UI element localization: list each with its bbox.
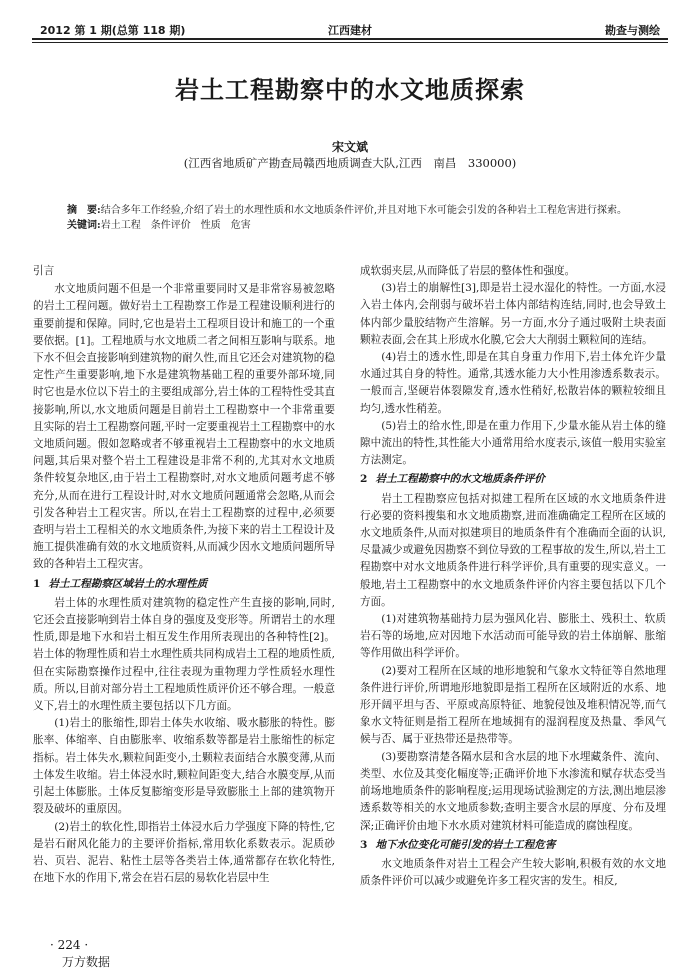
body-paragraph: (2)要对工程所在区域的地形地貌和气象水文特征等自然地理条件进行评价,所谓地形地貌即是指工程所在区域附近的水系、地形开阔平坦与否、平原或高原特征、地貌侵蚀及堆积情况等,而气象水文特征则是指工程所在地域拥有的湿润程度及热量、季风气候与否、属于亚热带还是热带等。 xyxy=(360,664,666,746)
body-paragraph: (3)要勘察清楚各隔水层和含水层的地下水埋藏条件、流向、类型、水位及其变化幅度等;正确评价地下水渗流和赋存状态受当前场地地质条件的影响程度;运用现场试验测定的方法,测出地层渗透系数等相关的水文地质参数;查明主要含水层的厚度、分布及埋深;正确评价由地下水水质对建筑材料可能造成的腐蚀程度。 xyxy=(360,750,666,832)
body-paragraph: (4)岩土的透水性,即是在其自身重力作用下,岩土体允许少量水通过其自身的特性。通常,其透水能力大小性用渗透系数表示。一般而言,坚硬岩体裂隙发育,透水性稍好,松散岩体的颗粒较细且均匀,透水性稍差。 xyxy=(360,351,666,415)
abstract-text: 结合多年工作经验,介绍了岩土的水理性质和水文地质条件评价,并且对地下水可能会引发的各种岩土工程危害进行探索。 xyxy=(100,205,628,216)
body-paragraph: 岩土工程勘察应包括对拟建工程所在区域的水文地质条件进行必要的资料搜集和水文地质勘察,进而准确确定工程所在区域的水文地质条件,从而对拟建项目的地质条件有个准确而全面的认识,尽量减少或避免因勘察不到位导致的工程事故的发生,所以,岩土工程勘察中对水文地质条件进行科学评价,具有重要的现实意义。一般地,岩土工程勘察中的水文地质条件评价内容主要包括以下几个方面。 xyxy=(360,492,666,608)
section-heading xyxy=(33,576,335,593)
section-title: 地下水位变化可能引发的岩土工程危害 xyxy=(375,838,556,851)
keywords-text: 岩土工程 条件评价 性质 危害 xyxy=(100,220,251,231)
right-column xyxy=(360,263,666,890)
page-number: · 224 · xyxy=(50,938,89,952)
keywords-label: 关键词: xyxy=(67,220,101,231)
body-paragraph: 岩土体的水理性质对建筑物的稳定性产生直接的影响,同时,它还会直接影响到岩土体自身的强度及变形等。所谓岩土的水理性质,即是地下水和岩土相互发生作用所表现出的各种特性[2]。岩土体的物理性质和岩土水理性质共同构成岩土工程的地质性质,但在实际勘察操作过程中,往往表现为重物理力学性质轻水理性质。所以,目前对部分岩土工程地质性质评价还不够合理。一般意义下,岩土的水理性质主要包括以下几方面。 xyxy=(33,596,335,713)
body-paragraph: (1)对建筑物基础持力层为强风化岩、膨胀土、残积土、软质岩石等的场地,应对因地下水活动而可能导致的岩土体崩解、胀缩等作用做出科学评价。 xyxy=(360,613,666,660)
body-paragraph: 水文地质条件对岩土工程会产生较大影响,积极有效的水文地质条件评价可以减少或避免许多工程灾害的发生。相反, xyxy=(360,857,666,888)
abstract-block xyxy=(67,203,642,233)
section-number: 1 xyxy=(33,577,41,590)
section-title: 岩土工程勘察区域岩土的水理性质 xyxy=(48,577,208,590)
journal-name: 江西建材 xyxy=(328,24,372,37)
section-number: 2 xyxy=(360,473,368,486)
body-paragraph: 成软弱夹层,从而降低了岩层的整体性和强度。 xyxy=(360,265,576,277)
body-paragraph: (2)岩土的软化性,即指岩土体浸水后力学强度下降的特性,它是岩石耐风化能力的主要评价指标,常用软化系数表示。泥质砂岩、页岩、泥岩、粘性土层等各类岩土体,通常都存在软化特性,在地下水的作用下,常会在岩石层的易软化岩层中生 xyxy=(33,820,335,885)
body-paragraph: (5)岩土的给水性,即是在重力作用下,少量水能从岩土体的缝隙中流出的特性,其性能大小通常用给水度表示,该值一般用实验室方法测定。 xyxy=(360,419,666,467)
body-paragraph: (1)岩土的胀缩性,即岩土体失水收缩、吸水膨胀的特性。膨胀率、体缩率、自由膨胀率、收缩系数等都是岩土胀缩性的标定指标。岩土体失水,颗粒间距变小,土颗粒表面结合水膜变薄,从而土体发生收缩。岩土体浸水时,颗粒间距变大,结合水膜变厚,从而引起土体膨胀。土体反复膨缩变形是导致膨胀土上部的建筑物开裂及破坏的重原因。 xyxy=(33,717,335,816)
running-header xyxy=(0,0,700,44)
left-column xyxy=(33,263,335,887)
header-rule-thick xyxy=(32,38,668,40)
article-title: 岩土工程勘察中的水文地质探索 xyxy=(175,76,525,104)
section-number: 3 xyxy=(360,838,368,851)
body-paragraph: (3)岩土的崩解性[3],即是岩土浸水湿化的特性。一方面,水浸入岩土体内,会削弱与破坏岩土体内部结构连结,同时,也会导致土体内部少量胶结物产生溶解。另一方面,水分子通过吸附土块表面颗粒表面,会在其上形成水化膜,它会大大削弱土颗粒间的连结。 xyxy=(360,282,666,346)
section-heading xyxy=(360,471,666,488)
header-rule-thin xyxy=(32,42,668,43)
intro-heading: 引言 xyxy=(33,265,55,277)
issue-label: 2012 第 1 期(总第 118 期) xyxy=(40,24,186,37)
section-heading xyxy=(360,837,666,854)
abstract-line xyxy=(67,203,642,218)
watermark: 万方数据 xyxy=(62,955,111,969)
author-affiliation: (江西省地质矿产勘查局赣西地质调查大队,江西 南昌 330000) xyxy=(183,156,517,170)
keywords-line xyxy=(67,218,642,233)
section-name: 勘查与测绘 xyxy=(605,24,660,37)
section-title: 岩土工程勘察中的水文地质条件评价 xyxy=(375,473,545,486)
author-name: 宋文斌 xyxy=(331,140,368,154)
abstract-label: 摘 要: xyxy=(67,205,101,216)
body-paragraph: 水文地质问题不但是一个非常重要同时又是非常容易被忽略的岩土工程问题。做好岩土工程勘察工作是工程建设顺利进行的重要前提和保障。同时,它也是岩土工程项目设计和施工的一个重要依据。[1]。工程地质与水文地质二者之间相互影响与联系。地下水不但会直接影响到建筑物的耐久性,而且它还会对建筑物的稳定性产生重要影响,地下水是建筑物基础工程的重要外部环境,同时它也是水位以下岩土的主要组成部分,岩土体的工程特性受其直接影响,所以,水文地质问题是目前岩土工程勘察中一个非常重要且实际的岩土工程勘察问题,平时一定要重视岩土工程勘察中的水文地质问题。假如忽略或者不够重视岩土工程勘察中的水文地质问题,其后果对整个岩土工程建设是非常不利的,尤其对水文地质条件较复杂地区,由于岩土工程勘察时,对水文地质问题考虑不够充分,从而在进行工程设计时,对水文地质问题通常会忽略,从而会引发各种岩土工程灾害。所以,在岩土工程勘察的过程中,必须要查明与岩土工程相关的水文地质条件,为接下来的岩土工程设计及施工提供准确有效的水文地质资料,从而减少因水文地质问题所导致的各种岩土工程灾害。 xyxy=(33,283,335,571)
